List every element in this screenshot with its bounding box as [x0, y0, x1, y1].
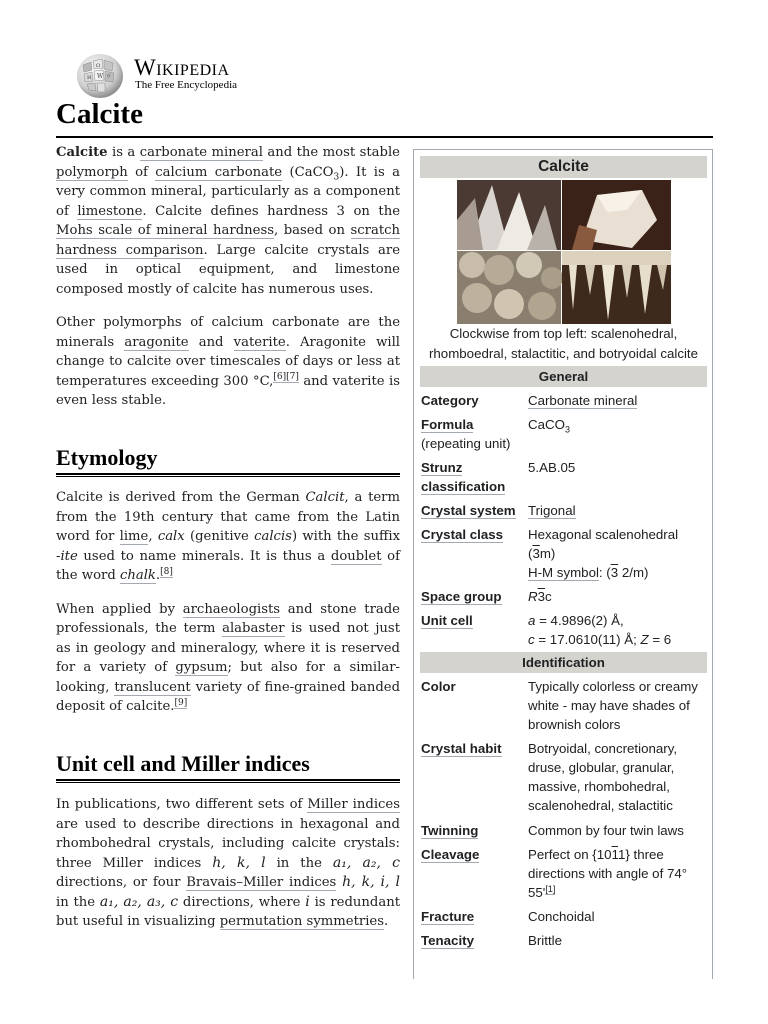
infobox-header-identification: Identification: [420, 652, 707, 673]
citation-7[interactable]: [7]: [286, 372, 299, 383]
infobox-label-crystal-system: [421, 501, 531, 520]
link-crystal-class[interactable]: Crystal class: [421, 527, 504, 542]
svg-text:И: И: [87, 75, 92, 81]
math-a1a2a3c: a₁, a₂, a₃, c: [99, 893, 179, 910]
bold-term: Calcite: [56, 145, 108, 160]
section-divider: [56, 779, 400, 783]
link-crystal-system[interactable]: Crystal system: [421, 503, 516, 518]
page-title: Calcite: [56, 98, 143, 130]
svg-text:W: W: [97, 73, 104, 80]
infobox-value-crystal-class: Hexagonal scalenohedral (3m) H-M symbol: (3 2/m): [528, 527, 679, 580]
math-hkl: h, k, l: [212, 854, 266, 871]
link-permutation-symmetries[interactable]: permutation symmetries: [219, 914, 384, 929]
citation-1[interactable]: [1]: [545, 883, 556, 894]
infobox-label-color: Color: [421, 679, 456, 694]
link-mohs-scale[interactable]: Mohs scale of mineral hardness: [56, 223, 274, 238]
math-hkil: h, k, i, l: [342, 874, 400, 890]
link-unit-cell[interactable]: Unit cell: [421, 613, 473, 628]
link-aragonite[interactable]: aragonite: [124, 334, 189, 350]
link-polymorph[interactable]: polymorph: [56, 164, 128, 180]
link-gypsum[interactable]: gypsum: [175, 660, 228, 675]
infobox-value-strunz: 5.AB.05: [528, 460, 576, 475]
link-strunz[interactable]: Strunz: [421, 460, 463, 475]
infobox-caption: Clockwise from top left: scalenohedral, rhomboedral, stalactitic, and botryoidal calcite: [428, 326, 699, 361]
infobox-value-category: [528, 391, 708, 410]
infobox-header-general: General: [420, 366, 707, 387]
link-hm-symbol[interactable]: H-M symbol: [528, 565, 599, 580]
svg-text:Ω: Ω: [96, 63, 101, 69]
link-calcium-carbonate[interactable]: calcium carbonate: [155, 164, 283, 180]
infobox-label-strunz: [421, 458, 521, 496]
link-miller-indices[interactable]: Miller indices: [307, 797, 400, 812]
infobox-value-crystal-system: [528, 501, 708, 520]
link-strunz-classification[interactable]: classification: [421, 479, 506, 494]
wikipedia-tagline: The Free Encyclopedia: [135, 79, 238, 91]
infobox-value-crystal-habit: Botryoidal, concretionary, druse, globular, granular, massive, rhombohedral, scalenohedral, stalactitic: [528, 741, 678, 813]
infobox-value-cleavage: Perfect on {1011} three directions with angle of 74° 55'[1]: [528, 847, 688, 900]
link-twinning[interactable]: Twinning: [421, 823, 479, 838]
infobox-title: Calcite: [420, 156, 707, 178]
wikipedia-wordmark[interactable]: Wikipedia: [134, 55, 230, 80]
link-bravais-miller-indices[interactable]: Bravais–Miller indices: [186, 875, 337, 890]
infobox-value-twinning: Common by four twin laws: [528, 823, 684, 838]
math-a1a2c: a₁, a₂, c: [332, 854, 401, 871]
infobox-value-tenacity: Brittle: [528, 933, 562, 948]
infobox-label-formula: Formula (repeating unit): [421, 417, 511, 451]
infobox-label-crystal-class: [421, 525, 521, 544]
link-carbonate-mineral[interactable]: carbonate mineral: [139, 145, 263, 160]
etymology-paragraph-1: Calcite is derived from the German Calcit, a term from the 19th century that came from the Latin word for lime, calx (genitive calcis) with the suffix -ite used to name minerals. It is thus a doublet of the word chalk.[8]: [56, 490, 401, 583]
etymology-section: [56, 488, 400, 731]
citation-8[interactable]: [8]: [160, 566, 173, 577]
link-archaeologists[interactable]: archaeologists: [182, 601, 281, 617]
section-divider: [56, 473, 400, 477]
svg-text:ウ: ウ: [106, 74, 112, 80]
infobox-label-cleavage: [421, 845, 521, 864]
infobox-value-space-group: R3c: [528, 589, 552, 604]
infobox-label-category: Category: [421, 393, 479, 408]
intro-paragraph-1: Calcite is a carbonate mineral and the most stable polymorph of calcium carbonate (CaCO$_3$). It is a very common mineral, particularly as a component of limestone. Calcite defines hardness 3 on the Mohs scale of mineral hardness, based on scratch hardness comparison. Large calcite crystals are used in optical equipment, and limestone composed mostly of calcite has numerous uses.: [56, 145, 401, 297]
link-cleavage[interactable]: Cleavage: [421, 847, 480, 862]
link-crystal-habit[interactable]: Crystal habit: [421, 741, 502, 756]
math-i: i: [305, 893, 310, 910]
unit-cell-paragraph-1: In publications, two different sets of Miller indices are used to describe directions in hexagonal and rhombohedral crystals, including calcite crystals: three Miller indices h, k, l in the a₁, a₂, c directions, or four Bravais–Miller indices h, k, i, l in the a₁, a₂, a₃, c directions, where i is redundant but useful in visualizing permutation symmetries.: [56, 797, 401, 929]
title-divider: [56, 136, 713, 138]
link-carbonate-mineral-category[interactable]: Carbonate mineral: [528, 393, 638, 408]
intro-paragraph-2: Other polymorphs of calcium carbonate are the minerals aragonite and vaterite. Aragonite will change to calcite over timescales of days or less at temperatures exceeding 300 °C,[6][7] and vaterite is even less stable.: [56, 315, 401, 408]
link-lime[interactable]: lime: [119, 529, 149, 544]
link-fracture[interactable]: Fracture: [421, 909, 475, 924]
infobox-label-crystal-habit: [421, 739, 521, 758]
section-heading-etymology: Etymology: [56, 445, 158, 470]
link-formula[interactable]: Formula: [421, 417, 474, 432]
link-doublet[interactable]: doublet: [330, 548, 382, 564]
etymology-paragraph-2: When applied by archaeologists and stone trade professionals, the term alabaster is used not just as in geology and mineralogy, where it is reserved for a variety of gypsum; but also for a similar-looking, translucent variety of fine-grained banded deposit of calcite.[9]: [56, 601, 401, 714]
infobox-label-unit-cell: [421, 611, 521, 630]
calcite-specimen-photo[interactable]: [457, 180, 671, 324]
link-limestone[interactable]: limestone: [77, 203, 143, 219]
infobox-label-fracture: [421, 907, 521, 926]
unit-cell-section: [56, 795, 400, 946]
link-tenacity[interactable]: Tenacity: [421, 933, 474, 948]
intro-section: [56, 143, 400, 425]
wikipedia-globe-icon[interactable]: [75, 53, 125, 99]
link-space-group[interactable]: Space group: [421, 589, 502, 604]
infobox-value-formula: CaCO$_3$: [528, 417, 570, 435]
infobox-value-fracture: Conchoidal: [528, 909, 595, 924]
link-translucent[interactable]: translucent: [114, 679, 191, 695]
link-chalk[interactable]: chalk: [119, 568, 156, 583]
citation-6[interactable]: [6]: [273, 372, 287, 383]
section-heading-unit-cell: Unit cell and Miller indices: [56, 751, 310, 776]
link-trigonal[interactable]: Trigonal: [528, 503, 576, 518]
infobox-label-space-group: [421, 587, 521, 606]
link-vaterite[interactable]: vaterite: [233, 334, 286, 350]
infobox-label-tenacity: [421, 931, 521, 950]
infobox-value-color: Typically colorless or creamy white - may have shades of brownish colors: [528, 679, 698, 732]
link-alabaster[interactable]: alabaster: [222, 621, 285, 636]
citation-9[interactable]: [9]: [174, 697, 188, 708]
link-scratch-hardness[interactable]: scratch hardness comparison: [56, 223, 400, 258]
infobox-value-unit-cell: a = 4.9896(2) Å, c = 17.0610(11) Å; Z = 6: [528, 613, 672, 647]
infobox: [413, 149, 713, 979]
infobox-label-twinning: [421, 821, 521, 840]
